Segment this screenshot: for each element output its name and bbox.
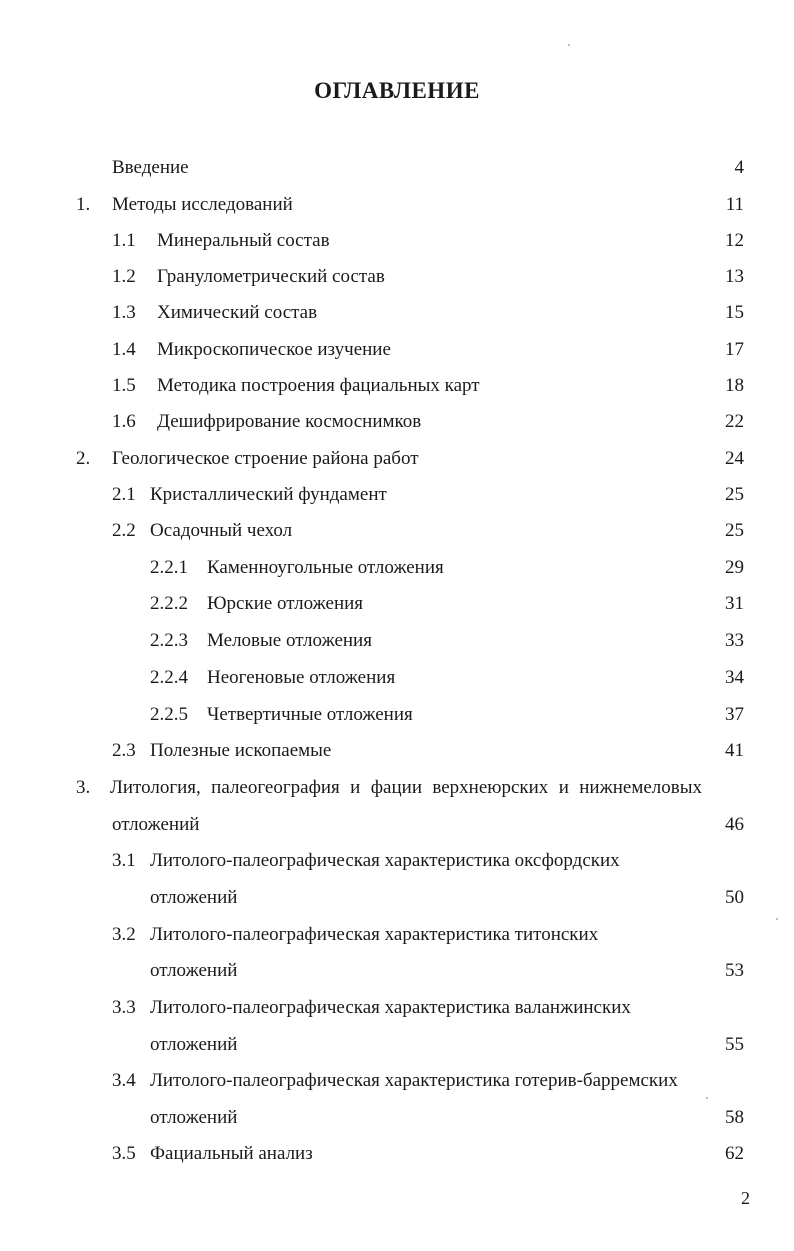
- toc-label: Химический состав: [157, 302, 318, 323]
- toc-number: 3.3: [112, 997, 136, 1018]
- toc-label: Каменноугольные отложения: [207, 557, 444, 578]
- toc-number: 3.1: [112, 850, 136, 871]
- toc-page-number: 33: [725, 630, 744, 651]
- toc-page-number: 13: [725, 266, 744, 287]
- toc-label: Методика построения фациальных карт: [157, 375, 480, 396]
- toc-page-number: 46: [725, 814, 744, 835]
- toc-page-number: 41: [725, 740, 744, 761]
- toc-page-number: 53: [725, 960, 744, 981]
- toc-number: 2.2: [112, 520, 136, 541]
- toc-number: 3.4: [112, 1070, 136, 1091]
- toc-number: 1.: [76, 194, 91, 215]
- toc-label: Неогеновые отложения: [207, 667, 396, 688]
- toc-label: Введение: [112, 157, 189, 178]
- toc-label: Кристаллический фундамент: [150, 484, 387, 505]
- scan-speck: [568, 44, 570, 46]
- page-number: 2: [741, 1188, 750, 1208]
- toc-label: Микроскопическое изучение: [157, 339, 391, 360]
- toc-number: 1.1: [112, 230, 136, 251]
- toc-label-line-2: отложений: [150, 960, 238, 981]
- toc-number: 1.5: [112, 375, 136, 396]
- toc-label: Меловые отложения: [207, 630, 372, 651]
- toc-number: 1.3: [112, 302, 136, 323]
- toc-page-number: 15: [725, 302, 744, 323]
- toc-label-line-2: отложений: [150, 1107, 238, 1128]
- toc-page-number: 25: [725, 484, 744, 505]
- toc-label: Фациальный анализ: [150, 1143, 313, 1164]
- toc-number: 2.2.5: [150, 704, 188, 725]
- page-title: ОГЛАВЛЕНИЕ: [314, 78, 480, 103]
- scan-speck: [776, 918, 778, 920]
- toc-label-line-1: Литолого-палеографическая характеристика оксфордских: [150, 850, 620, 871]
- toc-page-number: 4: [734, 157, 744, 178]
- toc-page-number: 17: [725, 339, 744, 360]
- toc-label: Полезные ископаемые: [150, 740, 332, 761]
- toc-number: 1.4: [112, 339, 136, 360]
- toc-page-number: 18: [725, 375, 744, 396]
- toc-label-line-1: Литолого-палеографическая характеристика титонских: [150, 924, 599, 945]
- toc-page-number: 31: [725, 593, 744, 614]
- toc-label: Четвертичные отложения: [207, 704, 413, 725]
- toc-label-line-1: Литология, палеогеография и фации верхнеюрских и нижнемеловых: [110, 777, 702, 798]
- toc-number: 2.: [76, 448, 91, 469]
- toc-label-line-1: Литолого-палеографическая характеристика валанжинских: [150, 997, 631, 1018]
- toc-page-number: 22: [725, 411, 744, 432]
- toc-page-number: 24: [725, 448, 744, 469]
- toc-number: 2.1: [112, 484, 136, 505]
- toc-page-number: 25: [725, 520, 744, 541]
- toc-page-number: 62: [725, 1143, 744, 1164]
- toc-label: Юрские отложения: [207, 593, 364, 614]
- toc-page-number: 34: [725, 667, 744, 688]
- toc-label: Геологическое строение района работ: [112, 448, 419, 469]
- toc-number: 1.2: [112, 266, 136, 287]
- toc-page-number: 58: [725, 1107, 744, 1128]
- toc-number: 2.2.4: [150, 667, 188, 688]
- toc-number: 2.2.2: [150, 593, 188, 614]
- toc-number: 1.6: [112, 411, 136, 432]
- toc-number: 3.: [76, 777, 91, 798]
- toc-number: 3.2: [112, 924, 136, 945]
- toc-label-line-2: отложений: [150, 1034, 238, 1055]
- toc-label: Дешифрирование космоснимков: [157, 411, 422, 432]
- toc-number: 2.2.1: [150, 557, 188, 578]
- toc-page-number: 12: [725, 230, 744, 251]
- toc-label-line-2: отложений: [150, 887, 238, 908]
- toc-label: Методы исследований: [112, 194, 293, 215]
- toc-label: Осадочный чехол: [150, 520, 293, 541]
- toc-page-number: 55: [725, 1034, 744, 1055]
- toc-page-number: 50: [725, 887, 744, 908]
- toc-label-line-2: отложений: [112, 814, 200, 835]
- toc-number: 3.5: [112, 1143, 136, 1164]
- toc-page-number: 29: [725, 557, 744, 578]
- toc-page-number: 11: [725, 194, 744, 215]
- toc-label: Минеральный состав: [157, 230, 330, 251]
- toc-page-number: 37: [725, 704, 744, 725]
- toc-number: 2.2.3: [150, 630, 188, 651]
- toc-label: Гранулометрический состав: [157, 266, 385, 287]
- toc-label-line-1: Литолого-палеографическая характеристика готерив-барремских: [150, 1070, 678, 1091]
- scan-speck: [706, 1097, 708, 1099]
- toc-number: 2.3: [112, 740, 136, 761]
